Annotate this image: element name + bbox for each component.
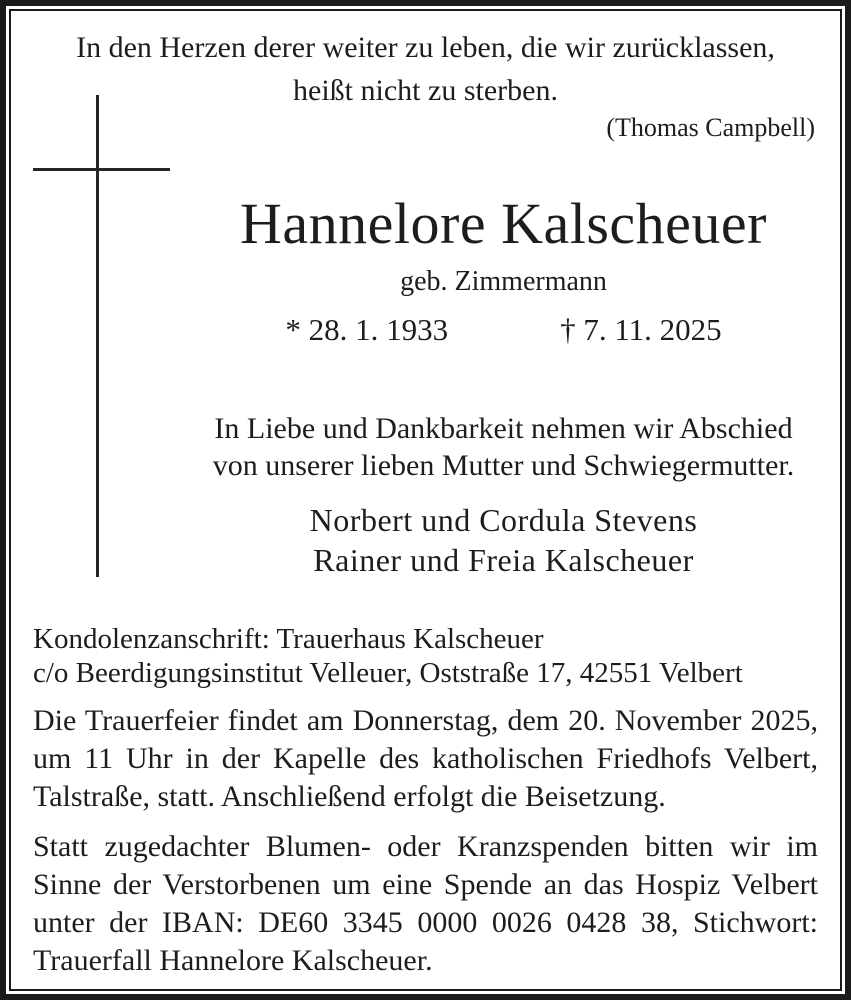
- mourner-line-2: Rainer und Freia Kalscheuer: [313, 542, 694, 578]
- inner-frame: [9, 9, 842, 991]
- death-date: † 7. 11. 2025: [560, 312, 722, 347]
- mourner-line-1: Norbert und Cordula Stevens: [309, 502, 698, 538]
- funeral-info: Die Trauerfeier findet am Donnerstag, dem 20. November 2025, um 11 Uhr in der Kapelle des katholischen Friedhofs Velbert, Talstraße, statt. Anschließend erfolgt die Beisetzung.: [33, 704, 818, 813]
- birth-date: * 28. 1. 1933: [285, 312, 449, 347]
- memorial-quote: [11, 26, 840, 112]
- condolence-address: [33, 622, 818, 690]
- maiden-name: geb. Zimmermann: [400, 266, 607, 297]
- deceased-name: Hannelore Kalscheuer: [240, 191, 767, 256]
- condolence-line-1: Kondolenzanschrift: Trauerhaus Kalscheuer: [33, 623, 544, 655]
- main-section: [185, 192, 822, 580]
- life-dates: [185, 312, 822, 348]
- quote-attribution: (Thomas Campbell): [606, 113, 815, 142]
- condolence-line-2: c/o Beerdigungsinstitut Velleuer, Oststraße 17, 42551 Velbert: [33, 657, 743, 689]
- farewell-line-1: In Liebe und Dankbarkeit nehmen wir Abschied: [214, 412, 793, 445]
- details-section: [33, 622, 818, 980]
- cross-horizontal-bar: [33, 168, 170, 171]
- quote-line-2: heißt nicht zu sterben.: [293, 74, 558, 107]
- farewell-text: [185, 410, 822, 484]
- quote-line-1: In den Herzen derer weiter zu leben, die wir zurücklassen,: [76, 31, 775, 64]
- mourners-list: [185, 500, 822, 580]
- donation-info: Statt zugedachter Blumen- oder Kranzspenden bitten wir im Sinne der Verstorbenen um eine Spende an das Hospiz Velbert unter der IBAN: DE60 3345 0000 0026 0428 38, Stichwort: Trauerfall Hannelore Kalscheuer.: [33, 830, 818, 977]
- farewell-line-2: von unserer lieben Mutter und Schwiegermutter.: [212, 449, 795, 482]
